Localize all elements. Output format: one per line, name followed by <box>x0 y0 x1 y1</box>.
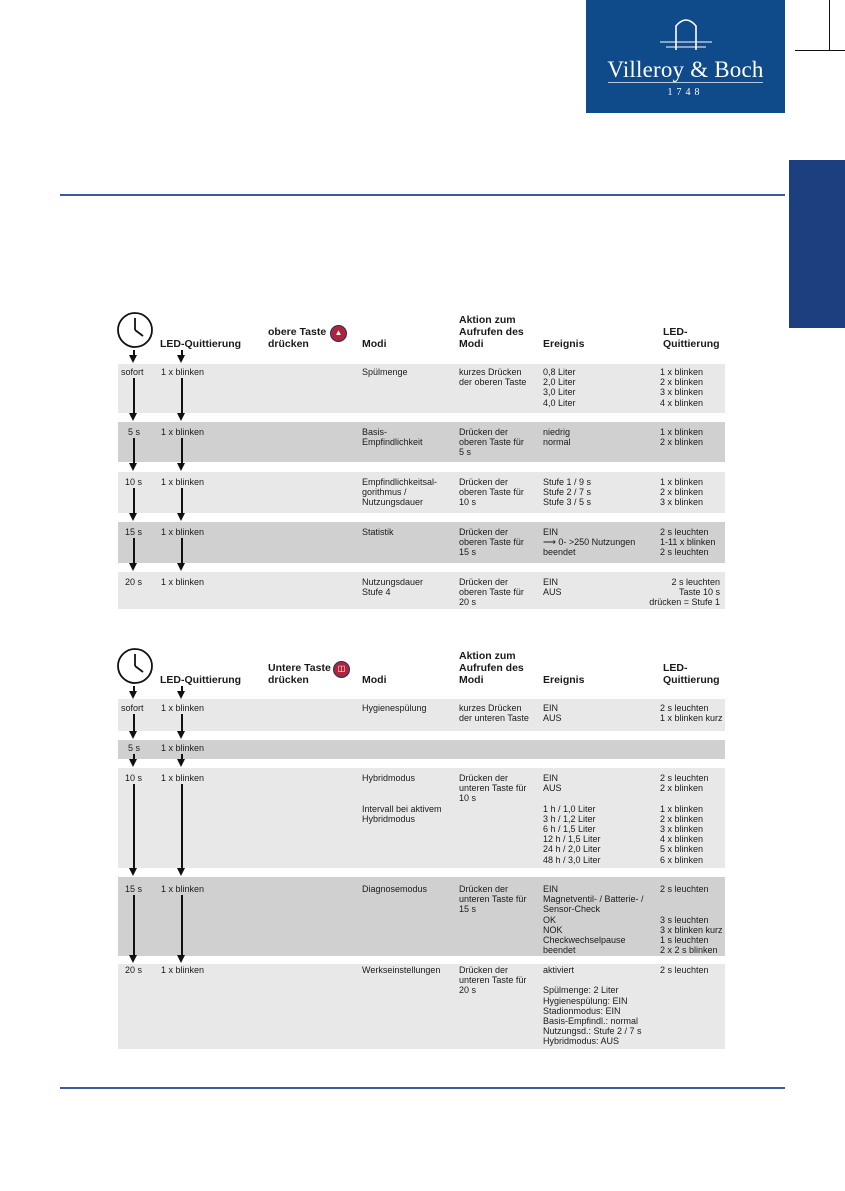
modus-cell: Werkseinstellungen <box>362 965 441 975</box>
flow-arrow <box>181 714 183 732</box>
flow-arrow <box>181 538 183 564</box>
side-tab <box>789 160 845 328</box>
ereignis-cell: EIN AUS 1 h / 1,0 Liter 3 h / 1,2 Liter 6 h / 1,5 Liter 12 h / 1,5 Liter 24 h / 2,0 Liter 48 h / 3,0 Liter <box>543 773 601 865</box>
time-cell: 5 s <box>128 743 141 753</box>
aktion-cell: Drücken der unteren Taste für 15 s <box>459 884 527 915</box>
time-cell: 15 s <box>125 884 143 894</box>
header-modi: Modi <box>362 338 387 350</box>
led-cell: 1 x blinken <box>161 773 205 783</box>
arrow-head <box>129 759 137 767</box>
arrow-head <box>177 759 185 767</box>
time-cell: sofort <box>121 367 144 377</box>
time-cell: 15 s <box>125 527 143 537</box>
arrow-head <box>129 691 137 699</box>
arrow-head <box>177 513 185 521</box>
header-led-quittierung-right: LED- Quittierung <box>663 326 720 350</box>
arrow-head <box>129 868 137 876</box>
quitt-cell: 1 x blinken 2 x blinken 3 x blinken <box>660 477 704 508</box>
ereignis-cell: niedrig normal <box>543 427 571 448</box>
arrow-head <box>177 731 185 739</box>
flow-arrow <box>181 378 183 414</box>
flow-arrow <box>133 378 135 414</box>
clock-icon <box>115 646 155 686</box>
flow-arrow <box>181 784 183 869</box>
flow-arrow <box>133 714 135 732</box>
flow-arrow <box>133 538 135 564</box>
led-cell: 1 x blinken <box>161 743 205 753</box>
table-row <box>118 364 725 413</box>
aktion-cell: Drücken der oberen Taste für 20 s <box>459 577 524 608</box>
arrow-head <box>177 691 185 699</box>
modus-cell: Diagnosemodus <box>362 884 428 894</box>
arrow-head <box>129 355 137 363</box>
modus-cell: Nutzungsdauer Stufe 4 <box>362 577 424 598</box>
ereignis-cell: Stufe 1 / 9 s Stufe 2 / 7 s Stufe 3 / 5 s <box>543 477 592 508</box>
time-cell: sofort <box>121 703 144 713</box>
aktion-cell: Drücken der unteren Taste für 20 s <box>459 965 527 996</box>
crop-mark <box>795 50 845 51</box>
modus-cell: Hybridmodus Intervall bei aktivem Hybridmodus <box>362 773 442 824</box>
aktion-cell: Drücken der oberen Taste für 5 s <box>459 427 524 458</box>
time-cell: 20 s <box>125 577 143 587</box>
quitt-cell: 2 s leuchten 1 x blinken kurz <box>660 703 723 724</box>
aktion-cell: Drücken der oberen Taste für 15 s <box>459 527 524 558</box>
clock-icon <box>115 310 155 350</box>
modus-cell: Statistik <box>362 527 394 537</box>
aktion-cell: kurzes Drücken der unteren Taste <box>459 703 529 724</box>
ereignis-cell: EIN AUS <box>543 577 562 598</box>
arrow-head <box>129 463 137 471</box>
aktion-cell: Drücken der unteren Taste für 10 s <box>459 773 527 804</box>
time-cell: 20 s <box>125 965 143 975</box>
modus-cell: Basis- Empfindlichkeit <box>362 427 423 448</box>
time-cell: 10 s <box>125 477 143 487</box>
top-rule <box>60 194 785 196</box>
aktion-cell: Drücken der oberen Taste für 10 s <box>459 477 524 508</box>
header-ereignis: Ereignis <box>543 338 585 350</box>
brand-logo <box>586 0 785 113</box>
quitt-cell: 2 s leuchten Taste 10 s drücken = Stufe 1 <box>649 577 720 608</box>
header-aktion: Aktion zum Aufrufen des Modi <box>459 650 524 686</box>
ereignis-cell: EIN AUS <box>543 703 562 724</box>
time-cell: 10 s <box>125 773 143 783</box>
brand-year: 1748 <box>667 87 704 98</box>
arrow-head <box>177 463 185 471</box>
header-button-lower: Untere Taste drücken <box>268 662 331 686</box>
modus-cell: Spülmenge <box>362 367 408 377</box>
led-cell: 1 x blinken <box>161 477 205 487</box>
arrow-head <box>129 955 137 963</box>
quitt-cell: 2 s leuchten 2 x blinken 1 x blinken 2 x blinken 3 x blinken 4 x blinken 5 x blinken 6 x blinken <box>660 773 709 865</box>
crop-mark <box>829 0 830 50</box>
ereignis-cell: EIN Magnetventil- / Batterie- / Sensor-Check OK NOK Checkwechselpause beendet <box>543 884 644 956</box>
led-cell: 1 x blinken <box>161 527 205 537</box>
header-led-quittierung: LED-Quittierung <box>160 674 242 686</box>
brand-name: Villeroy & Boch <box>607 57 764 82</box>
flow-arrow <box>133 438 135 464</box>
led-cell: 1 x blinken <box>161 884 205 894</box>
modus-cell: Hygienespülung <box>362 703 427 713</box>
quitt-cell: 2 s leuchten 1-11 x blinken 2 s leuchten <box>660 527 716 558</box>
led-cell: 1 x blinken <box>161 427 205 437</box>
time-cell: 5 s <box>128 427 141 437</box>
led-cell: 1 x blinken <box>161 965 205 975</box>
header-modi: Modi <box>362 674 387 686</box>
table-row <box>118 740 725 759</box>
flow-arrow <box>181 895 183 956</box>
arrow-head <box>177 563 185 571</box>
arrow-head <box>177 355 185 363</box>
arrow-head <box>129 563 137 571</box>
upper-button-icon: ▲ <box>330 325 347 342</box>
led-cell: 1 x blinken <box>161 367 205 377</box>
arrow-head <box>129 731 137 739</box>
arrow-head <box>177 413 185 421</box>
header-button-upper: obere Taste drücken <box>268 326 327 350</box>
modus-cell: Empfindlichkeitsal- gorithmus / Nutzungsdauer <box>362 477 438 508</box>
ereignis-cell: aktiviert Spülmenge: 2 Liter Hygienespülung: EIN Stadionmodus: EIN Basis-Empfindl.: normal Nutzungsd.: Stufe 2 / 7 s Hybridmodus: AUS <box>543 965 642 1047</box>
quitt-cell: 1 x blinken 2 x blinken 3 x blinken 4 x blinken <box>660 367 704 408</box>
fountain-icon <box>656 12 716 52</box>
header-led-quittierung: LED-Quittierung <box>160 338 242 350</box>
quitt-cell: 2 s leuchten 3 s leuchten 3 x blinken kurz 1 s leuchten 2 x 2 s blinken <box>660 884 723 956</box>
arrow-head <box>129 513 137 521</box>
led-cell: 1 x blinken <box>161 703 205 713</box>
flow-arrow <box>133 784 135 869</box>
arrow-head <box>177 955 185 963</box>
aktion-cell: kurzes Drücken der oberen Taste <box>459 367 527 388</box>
flow-arrow <box>181 438 183 464</box>
led-cell: 1 x blinken <box>161 577 205 587</box>
flow-arrow <box>181 488 183 514</box>
lower-button-icon: ◫ <box>333 661 350 678</box>
header-ereignis: Ereignis <box>543 674 585 686</box>
quitt-cell: 1 x blinken 2 x blinken <box>660 427 704 448</box>
flow-arrow <box>133 895 135 956</box>
flow-arrow <box>133 488 135 514</box>
logo-rule <box>608 82 763 83</box>
arrow-head <box>129 413 137 421</box>
quitt-cell: 2 s leuchten <box>660 965 709 975</box>
header-aktion: Aktion zum Aufrufen des Modi <box>459 314 524 350</box>
ereignis-cell: EIN ⟶ 0- >250 Nutzungen beendet <box>543 527 636 558</box>
header-led-quittierung-right: LED- Quittierung <box>663 662 720 686</box>
arrow-head <box>177 868 185 876</box>
bottom-rule <box>60 1087 785 1089</box>
ereignis-cell: 0,8 Liter 2,0 Liter 3,0 Liter 4,0 Liter <box>543 367 576 408</box>
